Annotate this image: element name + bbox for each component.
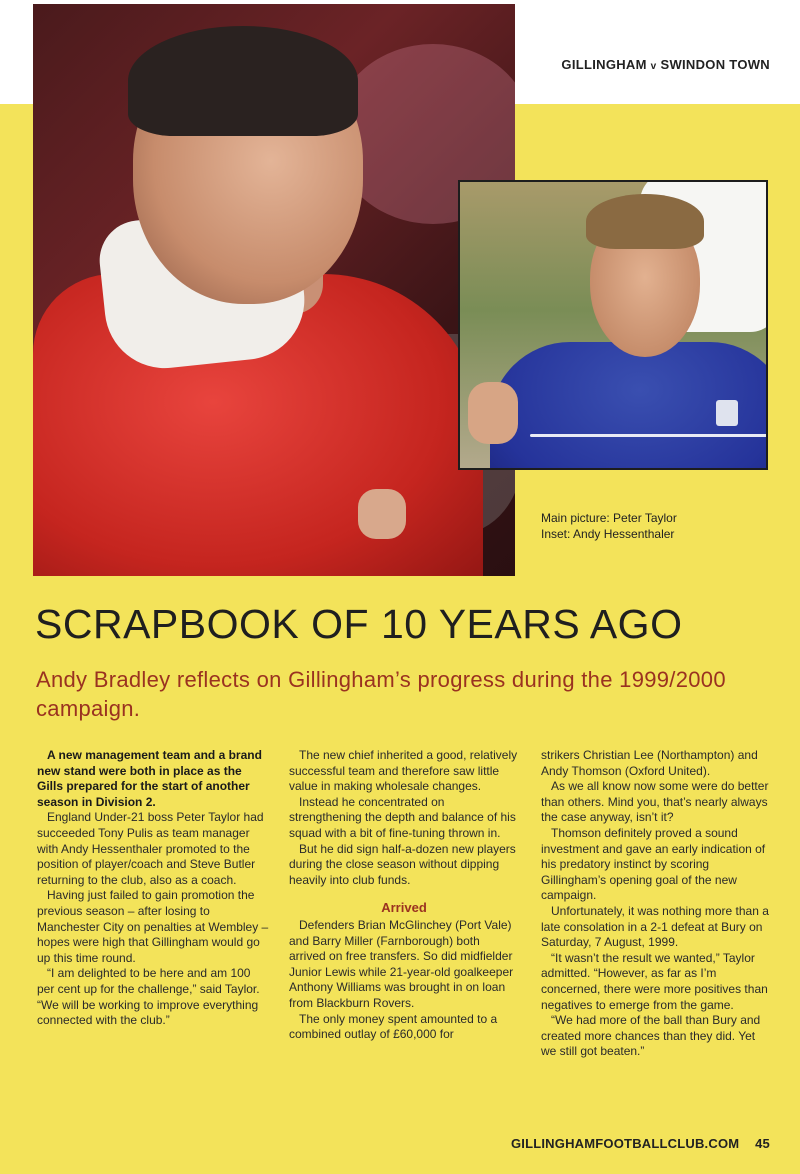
body-paragraph: strikers Christian Lee (Northampton) and Andy Thomson (Oxford United). xyxy=(541,748,758,778)
body-paragraph: Having just failed to gain promotion the previous season – after losing to Manchester City on penalties at Wembley – hopes were high that Gillingham would go up this time round. xyxy=(37,888,269,965)
body-paragraph: Defenders Brian McGlinchey (Port Vale) and Barry Miller (Farnborough) both arrived on free transfers. So did midfielder Junior Lewis while 21-year-old goalkeeper Anthony Williams was brought in on loan from Blackburn Rovers. xyxy=(289,917,514,1010)
home-team: GILLINGHAM xyxy=(561,57,647,72)
body-paragraph: Thomson definitely proved a sound investment and gave an early indication of his predatory instinct by scoring Gillingham’s opening goal of the new campaign. xyxy=(541,825,766,903)
club-crest-icon xyxy=(716,400,738,426)
body-paragraph: But he did sign half-a-dozen new players during the close season without dipping heavily into club funds. xyxy=(289,841,516,887)
website-url: GILLINGHAMFOOTBALLCLUB.COM xyxy=(510,1136,740,1151)
photo-caption xyxy=(541,510,677,542)
article-column-2 xyxy=(289,748,519,1043)
section-subhead: Arrived xyxy=(381,900,427,916)
article-headline: SCRAPBOOK OF 10 YEARS AGO xyxy=(35,601,683,647)
article-column-3 xyxy=(541,748,773,1060)
versus-label: v xyxy=(650,61,657,72)
caption-main: Main picture: Peter Taylor xyxy=(541,511,677,525)
article-column-1 xyxy=(37,748,269,1029)
body-paragraph: England Under-21 boss Peter Taylor had succeeded Tony Pulis as team manager with Andy Hessenthaler promoted to the position of player/coach and Steve Butler returning to the club, also as a coach. xyxy=(37,810,264,887)
body-paragraph: “We had more of the ball than Bury and created more chances than they did. Yet we still got beaten.” xyxy=(541,1013,761,1059)
body-paragraph: “It wasn’t the result we wanted,” Taylor admitted. “However, as far as I’m concerned, there were more positives than negatives to emerge from the game. xyxy=(541,950,768,1012)
away-team: SWINDON TOWN xyxy=(660,57,770,72)
caption-inset: Inset: Andy Hessenthaler xyxy=(541,527,675,541)
body-paragraph: Unfortunately, it was nothing more than a late consolation in a 2-1 defeat at Bury on Saturday, 7 August, 1999. xyxy=(541,903,769,950)
inset-photo-andy-hessenthaler xyxy=(458,180,768,470)
main-photo-peter-taylor xyxy=(33,4,515,576)
body-paragraph: The new chief inherited a good, relatively successful team and therefore saw little value in making wholesale changes. xyxy=(289,748,518,794)
body-paragraph: As we all know now some were do better than others. Mind you, that’s nearly always the case anyway, isn’t it? xyxy=(541,779,769,825)
body-paragraph: “I am delighted to be here and am 100 per cent up for the challenge,” said Taylor. “We will be working to improve everything connected with the club.” xyxy=(37,966,260,1028)
body-paragraph: The only money spent amounted to a combined outlay of £60,000 for xyxy=(289,1011,498,1042)
body-paragraph: Instead he concentrated on strengthening the depth and balance of his squad with a bit of fine-tuning thrown in. xyxy=(289,794,516,840)
match-header xyxy=(561,57,770,72)
page-number: 45 xyxy=(755,1136,770,1151)
article-standfirst: Andy Bradley reflects on Gillingham’s progress during the 1999/2000 campaign. xyxy=(36,667,726,721)
page-footer xyxy=(511,1136,770,1151)
lead-paragraph: A new management team and a brand new stand were both in place as the Gills prepared for the start of another season in Division 2. xyxy=(37,748,262,809)
